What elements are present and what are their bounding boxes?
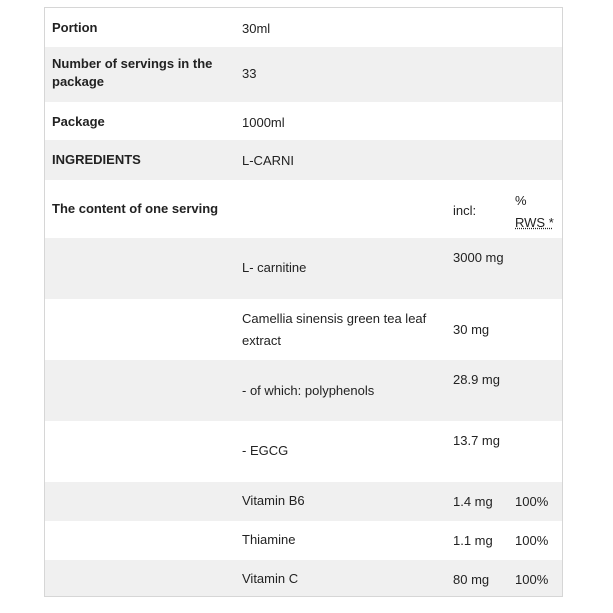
- nutrient-amount: 30 mg: [453, 322, 490, 337]
- nutrient-amount: 1.1 mg: [453, 533, 493, 548]
- package-value: 1000ml: [242, 115, 285, 130]
- table-row-ingredients: [45, 140, 562, 180]
- content-header-label: The content of one serving: [52, 201, 219, 216]
- nutrient-name: - EGCG: [242, 443, 289, 458]
- servings-label: Number of servings in the package: [52, 56, 213, 89]
- portion-label: Portion: [52, 20, 98, 35]
- table-row: [45, 360, 562, 421]
- nutrient-name: Vitamin B6: [242, 493, 305, 508]
- nutrient-amount: 80 mg: [453, 572, 490, 587]
- nutrient-name: Thiamine: [242, 532, 296, 547]
- table-row: [45, 299, 562, 360]
- nutrient-name: L- carnitine: [242, 260, 307, 275]
- ingredients-label: INGREDIENTS: [52, 152, 141, 167]
- nutrient-name: Camellia sinensis green tea leaf extract: [242, 311, 427, 348]
- table-row-content-header: [45, 180, 562, 238]
- table-row-portion: [45, 8, 562, 47]
- package-label: Package: [52, 114, 105, 129]
- nutrient-percent: 100%: [515, 533, 549, 548]
- table-row-package: [45, 102, 562, 140]
- nutrient-amount: 28.9 mg: [453, 372, 500, 387]
- ingredients-value: L-CARNI: [242, 153, 295, 168]
- servings-value: 33: [242, 66, 257, 81]
- table-row: [45, 421, 562, 482]
- rws-header: [515, 190, 561, 234]
- portion-value: 30ml: [242, 21, 271, 36]
- nutrient-name: - of which: polyphenols: [242, 383, 375, 398]
- nutrition-table: [44, 7, 563, 597]
- table-row-servings: [45, 47, 562, 102]
- table-row: [45, 521, 562, 560]
- rws-label: RWS *: [515, 215, 554, 230]
- table-row: [45, 560, 562, 597]
- table-row: [45, 482, 562, 521]
- incl-label: incl:: [453, 203, 477, 218]
- nutrient-amount: 3000 mg: [453, 250, 504, 265]
- table-row: [45, 238, 562, 299]
- pct-prefix: %: [515, 193, 527, 208]
- nutrient-amount: 13.7 mg: [453, 433, 500, 448]
- nutrient-percent: 100%: [515, 572, 549, 587]
- nutrient-percent: 100%: [515, 494, 549, 509]
- nutrient-amount: 1.4 mg: [453, 494, 493, 509]
- nutrient-name: Vitamin C: [242, 571, 299, 586]
